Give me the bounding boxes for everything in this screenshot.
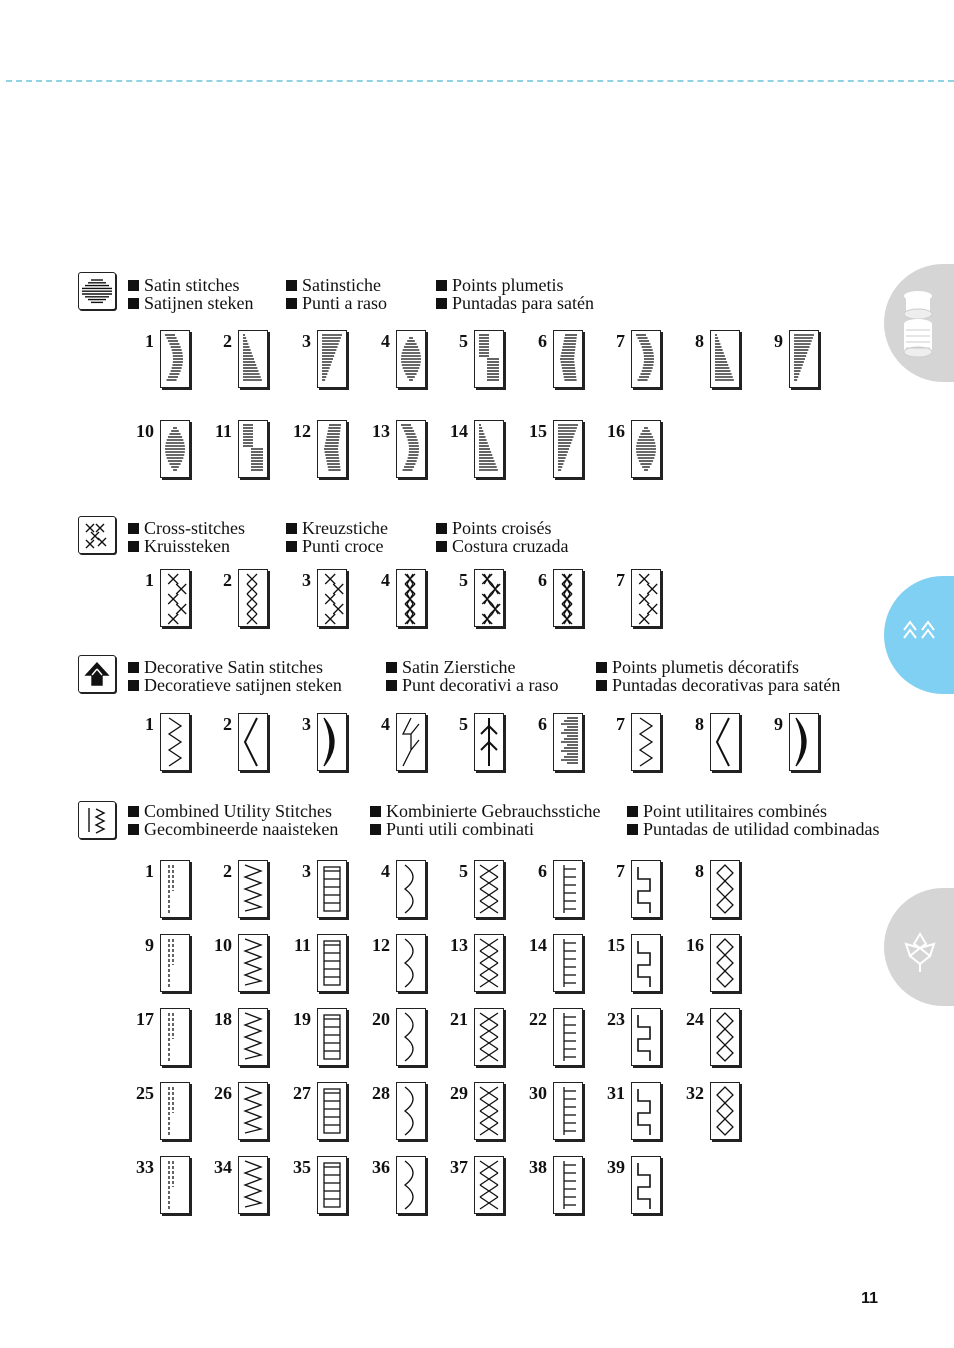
stitch-pattern-cross-5 [474, 569, 504, 627]
stitch-pattern-utility-6 [553, 860, 583, 918]
stitch-pattern-utility-38 [553, 1156, 583, 1214]
section-title-utility-2-0 [627, 802, 827, 820]
stitch-pattern-decorative-3 [317, 713, 347, 771]
bullet-square-icon [128, 541, 139, 552]
satin-stitch-icon [78, 272, 116, 310]
stitch-pattern-utility-11 [317, 934, 347, 992]
title-text: Decoratieve satijnen steken [144, 675, 342, 695]
stitch-pattern-utility-32 [710, 1082, 740, 1140]
stitch-pattern-utility-26 [238, 1082, 268, 1140]
stitch-number-cross-2: 2 [223, 570, 232, 590]
section-title-decorative-1-1 [386, 676, 558, 694]
section-title-decorative-0-0 [128, 658, 323, 676]
stitch-pattern-utility-15 [631, 934, 661, 992]
stitch-pattern-satin-14 [474, 420, 504, 478]
stitch-pattern-satin-2 [238, 330, 268, 388]
stitch-pattern-utility-36 [396, 1156, 426, 1214]
stitch-pattern-utility-39 [631, 1156, 661, 1214]
title-text: Satijnen steken [144, 293, 254, 313]
stitch-number-utility-27: 27 [293, 1083, 311, 1103]
stitch-pattern-utility-31 [631, 1082, 661, 1140]
stitch-number-utility-15: 15 [607, 935, 625, 955]
stitch-number-utility-2: 2 [223, 861, 232, 881]
stitch-number-utility-13: 13 [450, 935, 468, 955]
stitch-number-satin-2: 2 [223, 331, 232, 351]
stitch-number-decorative-5: 5 [459, 714, 468, 734]
stitch-number-satin-7: 7 [616, 331, 625, 351]
stitch-pattern-satin-8 [710, 330, 740, 388]
stitch-number-decorative-8: 8 [695, 714, 704, 734]
stitch-number-utility-22: 22 [529, 1009, 547, 1029]
title-text: Gecombineerde naaisteken [144, 819, 339, 839]
stitch-number-utility-8: 8 [695, 861, 704, 881]
decorative-flower-icon [898, 912, 942, 982]
stitch-number-utility-28: 28 [372, 1083, 390, 1103]
bullet-square-icon [627, 824, 638, 835]
stitch-number-utility-35: 35 [293, 1157, 311, 1177]
bullet-square-icon [436, 298, 447, 309]
stitch-number-satin-4: 4 [381, 331, 390, 351]
stitch-pattern-utility-2 [238, 860, 268, 918]
stitch-pattern-satin-7 [631, 330, 661, 388]
stitch-number-decorative-3: 3 [302, 714, 311, 734]
stitch-number-utility-39: 39 [607, 1157, 625, 1177]
stitch-pattern-cross-3 [317, 569, 347, 627]
bullet-square-icon [128, 806, 139, 817]
stitch-number-utility-7: 7 [616, 861, 625, 881]
title-text: Costura cruzada [452, 536, 569, 556]
stitch-pattern-cross-7 [631, 569, 661, 627]
section-title-satin-1-0 [286, 276, 381, 294]
stitch-pattern-decorative-8 [710, 713, 740, 771]
stitch-pattern-utility-14 [553, 934, 583, 992]
stitch-pattern-utility-35 [317, 1156, 347, 1214]
stitch-number-satin-8: 8 [695, 331, 704, 351]
stitch-pattern-utility-33 [160, 1156, 190, 1214]
stitch-number-utility-12: 12 [372, 935, 390, 955]
title-text: Puntadas para satén [452, 293, 594, 313]
stitch-pattern-satin-15 [553, 420, 583, 478]
stitch-number-utility-32: 32 [686, 1083, 704, 1103]
title-text: Punti utili combinati [386, 819, 534, 839]
bullet-square-icon [386, 680, 397, 691]
stitch-number-satin-10: 10 [136, 421, 154, 441]
bullet-square-icon [128, 824, 139, 835]
stitch-number-utility-3: 3 [302, 861, 311, 881]
abc-stitch-icon [898, 600, 948, 670]
title-text: Points croisés [452, 518, 552, 538]
title-text: Puntadas decorativas para satén [612, 675, 841, 695]
stitch-pattern-utility-4 [396, 860, 426, 918]
stitch-pattern-utility-30 [553, 1082, 583, 1140]
bullet-square-icon [286, 541, 297, 552]
title-text: Kombinierte Gebrauchsstiche [386, 801, 601, 821]
stitch-pattern-decorative-4 [396, 713, 426, 771]
bullet-square-icon [286, 523, 297, 534]
stitch-pattern-utility-9 [160, 934, 190, 992]
title-text: Cross-stitches [144, 518, 245, 538]
stitch-number-utility-10: 10 [214, 935, 232, 955]
bullet-square-icon [386, 662, 397, 673]
stitch-number-utility-25: 25 [136, 1083, 154, 1103]
stitch-number-utility-29: 29 [450, 1083, 468, 1103]
stitch-number-decorative-7: 7 [616, 714, 625, 734]
stitch-number-cross-3: 3 [302, 570, 311, 590]
stitch-number-utility-31: 31 [607, 1083, 625, 1103]
stitch-number-utility-24: 24 [686, 1009, 704, 1029]
stitch-number-cross-7: 7 [616, 570, 625, 590]
side-tab-utility[interactable] [884, 264, 954, 382]
bullet-square-icon [596, 662, 607, 673]
title-text: Points plumetis [452, 275, 564, 295]
bullet-square-icon [128, 523, 139, 534]
decorative-satin-icon [78, 655, 116, 693]
stitch-pattern-cross-6 [553, 569, 583, 627]
stitch-number-utility-19: 19 [293, 1009, 311, 1029]
stitch-number-utility-1: 1 [145, 861, 154, 881]
section-title-decorative-0-1 [128, 676, 342, 694]
stitch-number-utility-14: 14 [529, 935, 547, 955]
stitch-number-satin-9: 9 [774, 331, 783, 351]
stitch-number-satin-1: 1 [145, 331, 154, 351]
stitch-number-decorative-9: 9 [774, 714, 783, 734]
stitch-number-utility-18: 18 [214, 1009, 232, 1029]
stitch-number-utility-4: 4 [381, 861, 390, 881]
bullet-square-icon [128, 298, 139, 309]
stitch-pattern-decorative-6 [553, 713, 583, 771]
title-text: Satinstiche [302, 275, 381, 295]
section-title-decorative-2-1 [596, 676, 840, 694]
section-title-cross-2-1 [436, 537, 568, 555]
section-title-utility-0-1 [128, 820, 338, 838]
stitch-number-utility-37: 37 [450, 1157, 468, 1177]
stitch-number-utility-33: 33 [136, 1157, 154, 1177]
stitch-number-satin-15: 15 [529, 421, 547, 441]
side-tab-character-decorative[interactable] [884, 576, 954, 694]
dashed-rule [6, 80, 954, 82]
stitch-number-satin-6: 6 [538, 331, 547, 351]
title-text: Satin stitches [144, 275, 240, 295]
section-title-satin-1-1 [286, 294, 387, 312]
section-title-decorative-1-0 [386, 658, 515, 676]
stitch-pattern-utility-1 [160, 860, 190, 918]
section-title-satin-2-1 [436, 294, 594, 312]
stitch-pattern-utility-16 [710, 934, 740, 992]
section-title-cross-1-1 [286, 537, 383, 555]
section-title-utility-0-0 [128, 802, 332, 820]
stitch-pattern-satin-6 [553, 330, 583, 388]
stitch-pattern-satin-4 [396, 330, 426, 388]
title-text: Point utilitaires combinés [643, 801, 827, 821]
stitch-pattern-utility-20 [396, 1008, 426, 1066]
stitch-pattern-cross-2 [238, 569, 268, 627]
stitch-number-utility-5: 5 [459, 861, 468, 881]
section-title-satin-2-0 [436, 276, 564, 294]
stitch-pattern-utility-37 [474, 1156, 504, 1214]
title-text: Decorative Satin stitches [144, 657, 323, 677]
bullet-square-icon [128, 680, 139, 691]
stitch-number-satin-3: 3 [302, 331, 311, 351]
stitch-number-cross-1: 1 [145, 570, 154, 590]
title-text: Combined Utility Stitches [144, 801, 332, 821]
stitch-pattern-satin-9 [789, 330, 819, 388]
stitch-pattern-satin-16 [631, 420, 661, 478]
stitch-number-utility-30: 30 [529, 1083, 547, 1103]
page-number: 11 [861, 1290, 878, 1307]
stitch-pattern-satin-1 [160, 330, 190, 388]
stitch-number-decorative-2: 2 [223, 714, 232, 734]
stitch-pattern-utility-21 [474, 1008, 504, 1066]
stitch-number-decorative-4: 4 [381, 714, 390, 734]
stitch-pattern-utility-24 [710, 1008, 740, 1066]
bullet-square-icon [627, 806, 638, 817]
bullet-square-icon [286, 280, 297, 291]
stitch-pattern-satin-10 [160, 420, 190, 478]
stitch-number-utility-21: 21 [450, 1009, 468, 1029]
stitch-number-satin-5: 5 [459, 331, 468, 351]
side-tab-embroidery[interactable] [884, 888, 954, 1006]
stitch-pattern-utility-25 [160, 1082, 190, 1140]
stitch-number-utility-38: 38 [529, 1157, 547, 1177]
stitch-number-cross-4: 4 [381, 570, 390, 590]
bullet-square-icon [128, 662, 139, 673]
stitch-pattern-satin-5 [474, 330, 504, 388]
combined-utility-icon [78, 801, 116, 839]
stitch-number-satin-11: 11 [214, 421, 232, 441]
section-title-cross-1-0 [286, 519, 388, 537]
section-title-utility-2-1 [627, 820, 879, 838]
stitch-number-utility-34: 34 [214, 1157, 232, 1177]
stitch-number-satin-14: 14 [450, 421, 468, 441]
bullet-square-icon [286, 298, 297, 309]
section-title-utility-1-1 [370, 820, 534, 838]
stitch-pattern-satin-3 [317, 330, 347, 388]
stitch-pattern-utility-13 [474, 934, 504, 992]
stitch-number-satin-12: 12 [293, 421, 311, 441]
title-text: Punti a raso [302, 293, 387, 313]
bullet-square-icon [436, 280, 447, 291]
stitch-pattern-utility-34 [238, 1156, 268, 1214]
stitch-pattern-utility-10 [238, 934, 268, 992]
stitch-pattern-utility-27 [317, 1082, 347, 1140]
stitch-number-utility-17: 17 [136, 1009, 154, 1029]
stitch-pattern-utility-28 [396, 1082, 426, 1140]
thread-spool-icon [898, 288, 938, 364]
stitch-number-cross-5: 5 [459, 570, 468, 590]
stitch-pattern-satin-11 [238, 420, 268, 478]
section-title-satin-0-0 [128, 276, 240, 294]
stitch-number-utility-6: 6 [538, 861, 547, 881]
section-title-cross-2-0 [436, 519, 552, 537]
stitch-pattern-utility-3 [317, 860, 347, 918]
stitch-number-satin-13: 13 [372, 421, 390, 441]
stitch-pattern-utility-23 [631, 1008, 661, 1066]
stitch-number-utility-26: 26 [214, 1083, 232, 1103]
stitch-number-utility-36: 36 [372, 1157, 390, 1177]
stitch-pattern-utility-12 [396, 934, 426, 992]
stitch-number-utility-16: 16 [686, 935, 704, 955]
bullet-square-icon [436, 541, 447, 552]
stitch-number-utility-20: 20 [372, 1009, 390, 1029]
bullet-square-icon [436, 523, 447, 534]
title-text: Punti croce [302, 536, 384, 556]
stitch-pattern-utility-18 [238, 1008, 268, 1066]
title-text: Punt decorativi a raso [402, 675, 559, 695]
stitch-pattern-utility-29 [474, 1082, 504, 1140]
stitch-pattern-decorative-1 [160, 713, 190, 771]
stitch-pattern-decorative-9 [789, 713, 819, 771]
stitch-pattern-satin-12 [317, 420, 347, 478]
stitch-pattern-utility-7 [631, 860, 661, 918]
title-text: Kreuzstiche [302, 518, 388, 538]
section-title-utility-1-0 [370, 802, 600, 820]
stitch-pattern-cross-4 [396, 569, 426, 627]
bullet-square-icon [370, 806, 381, 817]
stitch-number-utility-11: 11 [293, 935, 311, 955]
stitch-number-utility-9: 9 [145, 935, 154, 955]
stitch-number-satin-16: 16 [607, 421, 625, 441]
stitch-pattern-utility-8 [710, 860, 740, 918]
stitch-pattern-utility-5 [474, 860, 504, 918]
section-title-cross-0-0 [128, 519, 245, 537]
title-text: Points plumetis décoratifs [612, 657, 799, 677]
cross-stitch-icon [78, 516, 116, 554]
stitch-number-decorative-1: 1 [145, 714, 154, 734]
stitch-number-decorative-6: 6 [538, 714, 547, 734]
stitch-pattern-satin-13 [396, 420, 426, 478]
stitch-pattern-decorative-5 [474, 713, 504, 771]
bullet-square-icon [596, 680, 607, 691]
stitch-pattern-utility-19 [317, 1008, 347, 1066]
section-title-decorative-2-0 [596, 658, 799, 676]
stitch-number-cross-6: 6 [538, 570, 547, 590]
title-text: Kruissteken [144, 536, 230, 556]
stitch-pattern-decorative-7 [631, 713, 661, 771]
section-title-satin-0-1 [128, 294, 253, 312]
bullet-square-icon [370, 824, 381, 835]
stitch-pattern-utility-17 [160, 1008, 190, 1066]
bullet-square-icon [128, 280, 139, 291]
stitch-number-utility-23: 23 [607, 1009, 625, 1029]
stitch-pattern-cross-1 [160, 569, 190, 627]
stitch-pattern-utility-22 [553, 1008, 583, 1066]
title-text: Puntadas de utilidad combinadas [643, 819, 880, 839]
section-title-cross-0-1 [128, 537, 230, 555]
stitch-pattern-decorative-2 [238, 713, 268, 771]
title-text: Satin Zierstiche [402, 657, 516, 677]
